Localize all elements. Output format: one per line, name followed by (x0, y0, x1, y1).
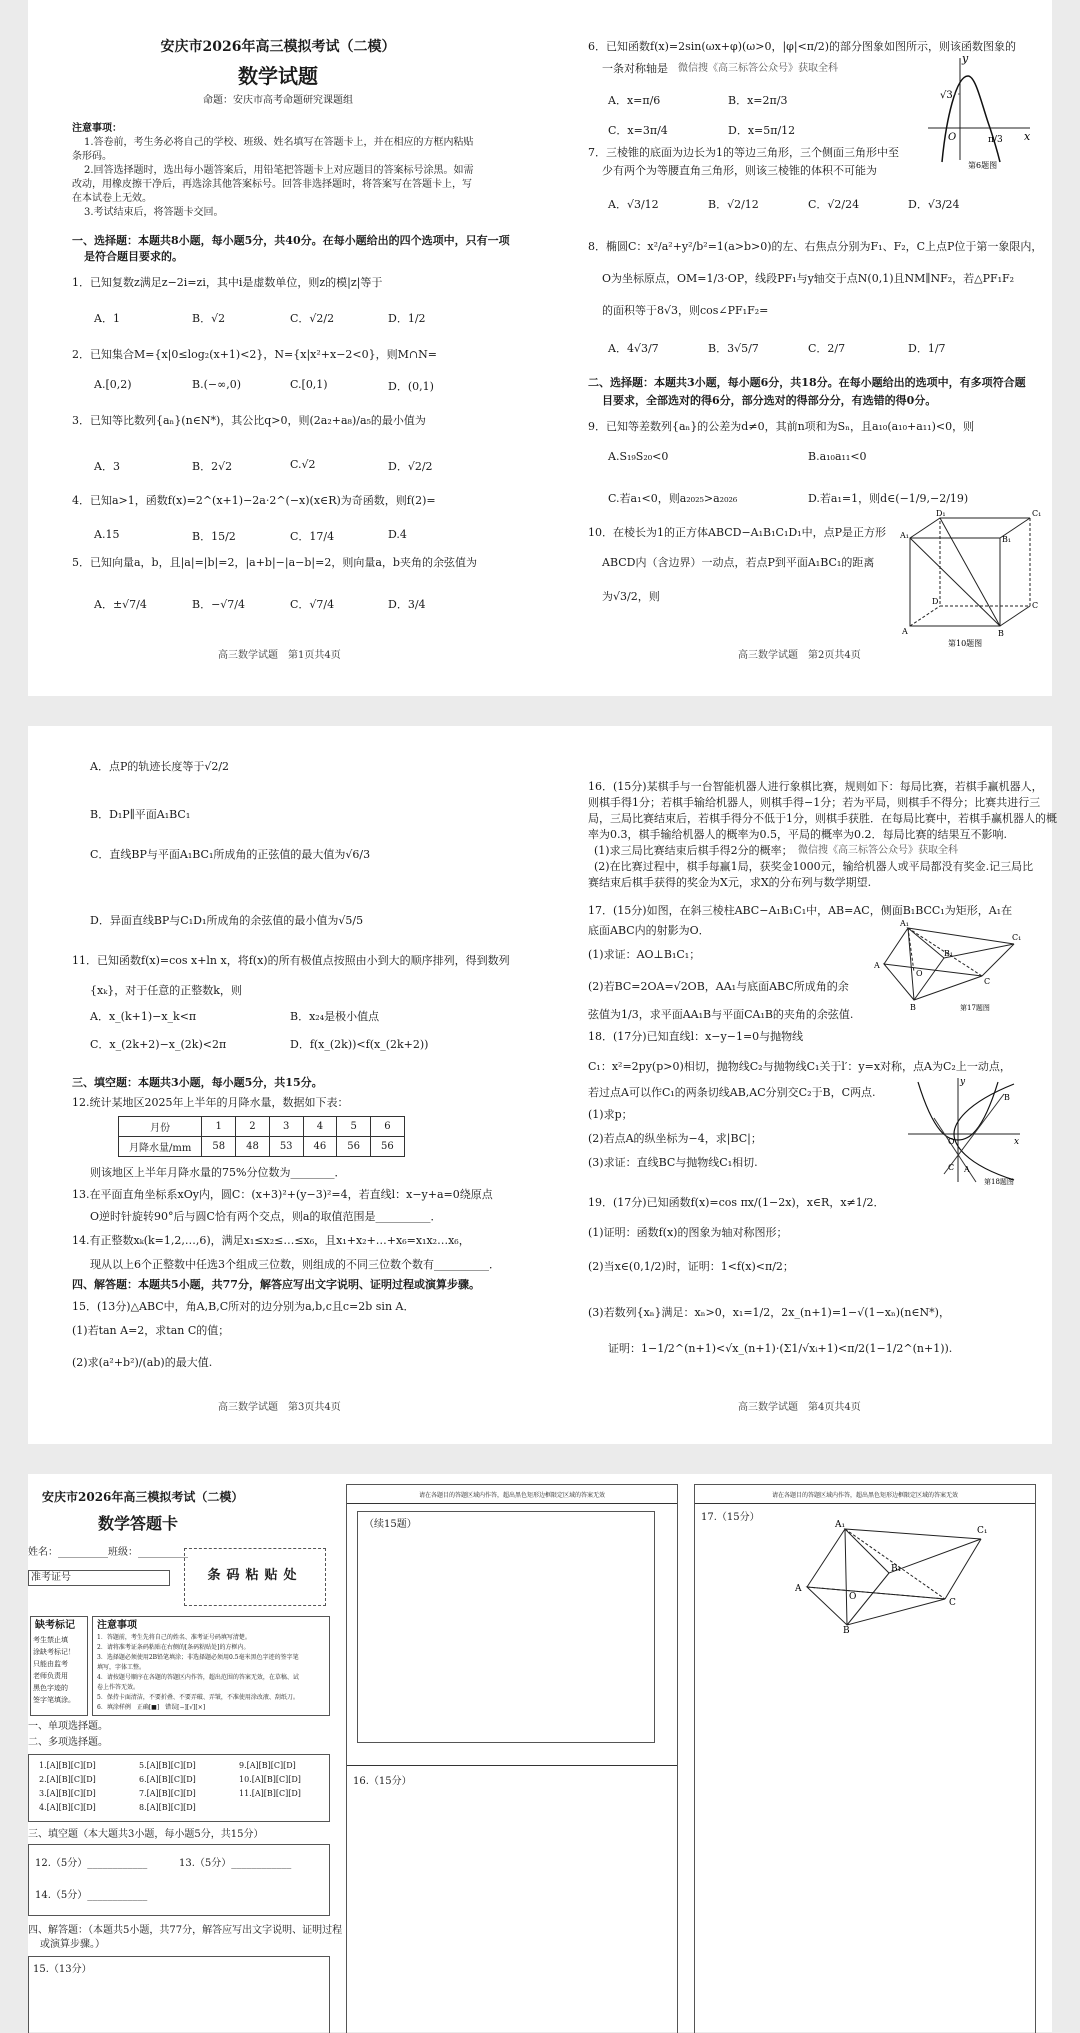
question-16: 赛结束后棋手获得的奖金为X元，求X的分布列与数学期望. (588, 876, 872, 889)
option: C．2/7 (808, 342, 846, 355)
card-exam-title: 安庆市2026年高三模拟考试（二模） (42, 1490, 244, 1504)
option: B．D₁P∥平面A₁BC₁ (90, 808, 191, 821)
single-choice-heading: 一、单项选择题。 (28, 1721, 108, 1732)
table-row (119, 1117, 405, 1137)
choice-row[interactable]: 11.[A][B][C][D] (239, 1789, 301, 1798)
section-heading: 四、解答题：本题共5小题，共77分，解答应写出文字说明、证明过程或演算步骤。 (72, 1278, 480, 1291)
question-13: 13.在平面直角坐标系xOy内，圆C：(x+3)²+(y−3)²=4，若直线l：x−y+a=0绕原点 (72, 1188, 493, 1201)
notice-line: 改动，用橡皮擦干净后，再选涂其他答案标号。回答非选择题时，将答案写在答题卡上，写 (72, 179, 472, 190)
option: D．f(x_(2k))<f(x_(2k+2)) (290, 1038, 429, 1051)
question-19: 19．(17分)已知函数f(x)=cos πx/(1−2x)，x∈R，x≠1/2． (588, 1196, 885, 1209)
axis-label: √3 (940, 90, 953, 101)
card-notes-box (92, 1616, 330, 1716)
question-18: 18．(17分)已知直线l：x−y−1=0与抛物线 (588, 1030, 804, 1043)
option: D．√3/24 (908, 198, 960, 211)
axis-label: O (948, 132, 957, 143)
rainfall-table (118, 1116, 405, 1157)
fill-blank-area (28, 1844, 330, 1916)
section-heading: 一、选择题：本题共8小题，每小题5分，共40分。在每小题给出的四个选项中，只有一项 (72, 234, 510, 247)
divider (347, 1765, 677, 1766)
absence-mark-box (30, 1616, 88, 1716)
card-figure-17-prism (795, 1513, 995, 1633)
question-11: {xₖ}，对于任意的正整数k，则 (90, 984, 242, 997)
notice-line: 1.答卷前，考生务必将自己的学校、班级、姓名填写在答题卡上，并在相应的方框内粘贴 (84, 137, 474, 148)
vertex-label: A (874, 961, 880, 970)
question-14: 现从以上6个正整数中任选3个组成三位数，则组成的不同三位数个数有__________． (90, 1258, 500, 1271)
vertex-label: C₁ (1012, 933, 1022, 942)
card-note-line: 填写，字体工整。 (97, 1664, 146, 1671)
option: B．x=2π/3 (728, 94, 788, 107)
question-9: 9．已知等差数列{aₙ}的公差为d≠0，其前n项和为Sₙ，且a₁₀(a₁₀+a₁₁)<0，则 (588, 420, 975, 433)
choice-row[interactable]: 10.[A][B][C][D] (239, 1775, 301, 1784)
divider (347, 1503, 677, 1504)
option: A．3 (94, 460, 120, 473)
option: B．x₂₄是极小值点 (290, 1010, 380, 1023)
question-6: 一条对称轴是 (602, 62, 668, 75)
vertex-label: B₁ (1002, 535, 1012, 544)
question-18: 若过点A可以作C₁的两条切线AB,AC分别交C₂于B，C两点. (588, 1086, 876, 1099)
vertex-label: A (795, 1584, 802, 1594)
absence-mark-line: 只能由监考 (33, 1660, 68, 1668)
question-15: 15．(13分)△ABC中，角A,B,C所对的边分别为a,b,c且c=2b sin A． (72, 1300, 415, 1313)
option: B．−√7/4 (192, 598, 246, 611)
option: C．17/4 (290, 530, 335, 543)
section-heading: 目要求，全部选对的得6分，部分选对的得部分分，有选错的得0分。 (602, 394, 937, 407)
subject-title: 数学试题 (238, 64, 318, 88)
option: A.S₁₉S₂₀<0 (608, 450, 669, 463)
option: B．√2 (192, 312, 226, 325)
answer-label-15-cont: （续15题） (364, 1519, 417, 1530)
answer-area-15-continued[interactable] (357, 1511, 655, 1743)
option: C．√2/24 (808, 198, 860, 211)
answer-label-16: 16.（15分） (353, 1776, 412, 1787)
option: A．x_(k+1)−x_k<π (90, 1010, 197, 1023)
vertex-label: B (910, 1003, 916, 1012)
table-cell: 5 (337, 1117, 371, 1137)
question-16: 率为0.3，棋手输给机器人的概率为0.5，平局的概率为0.2．每局比赛的结果互不影响. (588, 828, 1007, 841)
option: C．√7/4 (290, 598, 335, 611)
question-15: (1)若tan A=2，求tan C的值； (72, 1324, 230, 1337)
exam-title: 安庆市2026年高三模拟考试（二模） (160, 39, 396, 55)
choice-row[interactable]: 1.[A][B][C][D] (39, 1761, 96, 1770)
option: C．√2/2 (290, 312, 335, 325)
notice-line: 在本试卷上无效。 (72, 193, 152, 204)
multi-choice-heading: 二、多项选择题。 (28, 1737, 108, 1748)
card-note-line: 卷上作答无效。 (97, 1684, 140, 1691)
figure-18-parabolas (904, 1074, 1024, 1186)
option: A.[0,2) (94, 378, 132, 391)
option: B．√2/12 (708, 198, 759, 211)
question-13: O逆时针旋转90°后与圆C恰有两个交点，则a的取值范围是__________． (90, 1210, 442, 1223)
question-8: 的面积等于8√3，则cos∠PF₁F₂= (602, 304, 769, 317)
question-17: 底面ABC内的射影为O． (588, 924, 710, 937)
figure-caption: 第18题图 (984, 1178, 1014, 1186)
question-10: 为√3/2，则 (602, 590, 660, 603)
vertex-label: O (849, 1592, 857, 1602)
choice-row[interactable]: 6.[A][B][C][D] (139, 1775, 196, 1784)
absence-mark-line: 签字笔填涂。 (33, 1696, 75, 1704)
option: A.15 (94, 528, 120, 541)
vertex-label: C (984, 977, 991, 986)
table-cell: 58 (202, 1137, 236, 1157)
absence-mark-heading: 缺考标记 (35, 1620, 75, 1631)
option: A．4√3/7 (608, 342, 659, 355)
table-cell: 4 (303, 1117, 337, 1137)
page-footer: 高三数学试题 第2页共4页 (738, 650, 861, 661)
option: D．1/7 (908, 342, 946, 355)
id-label: 准考证号 (31, 1572, 71, 1583)
vertex-label: C₁ (1032, 509, 1042, 518)
table-cell: 56 (371, 1137, 405, 1157)
option: B.(−∞,0) (192, 378, 242, 391)
question-19: (3)若数列{xₙ}满足：xₙ>0，x₁=1/2，2x_(n+1)=1−√(1−xₙ)(n∈N*)， (588, 1306, 950, 1319)
card-note-line: 1．答题前，考生先将自己的姓名、准考证号码填写清楚。 (97, 1634, 251, 1641)
vertex-label: C (1032, 601, 1039, 610)
question-15: (2)求(a²+b²)/(ab)的最大值. (72, 1356, 213, 1369)
column-header: 请在各题目的答题区域内作答，超出黑色矩形边框限定区域的答案无效 (418, 1492, 605, 1499)
answer-card-sheet (28, 1474, 1052, 2032)
answer-area-15[interactable] (28, 1956, 330, 2033)
axis-label: O (948, 1137, 955, 1146)
column-header: 请在各题目的答题区域内作答，超出黑色矩形边框限定区域的答案无效 (771, 1492, 958, 1499)
question-10: 10．在棱长为1的正方体ABCD−A₁B₁C₁D₁中，点P是正方形 (588, 526, 886, 539)
card-title: 数学答题卡 (98, 1514, 179, 1533)
table-cell: 月降水量/mm (119, 1137, 202, 1157)
section-heading: 二、选择题：本题共3小题，每小题6分，共18分。在每小题给出的选项中，有多项符合题 (588, 376, 1026, 389)
question-19: (1)证明：函数f(x)的图象为轴对称图形； (588, 1226, 788, 1239)
option: C．x=3π/4 (608, 124, 668, 137)
notice-line: 3.考试结束后，将答题卡交回。 (84, 207, 224, 218)
fill-blank-heading: 三、填空题（本大题共3小题，每小题5分，共15分） (28, 1829, 264, 1840)
option: A．点P的轨迹长度等于√2/2 (90, 760, 230, 773)
page-footer: 高三数学试题 第1页共4页 (218, 650, 341, 661)
option: D．3/4 (388, 598, 426, 611)
vertex-label: A (902, 627, 908, 636)
table-row (119, 1137, 405, 1157)
question-18: (3)求证：直线BC与抛物线C₁相切. (588, 1156, 758, 1169)
answer-label-15: 15.（13分） (33, 1964, 92, 1975)
axis-label: x (1014, 1137, 1020, 1147)
question-19: (2)当x∈(0,1/2)时，证明：1<f(x)<π/2； (588, 1260, 794, 1273)
vertex-label: C (949, 1598, 956, 1608)
absence-mark-line: 涂缺考标记！ (33, 1648, 75, 1656)
choice-row[interactable]: 4.[A][B][C][D] (39, 1803, 96, 1812)
answer-column-2 (346, 1484, 678, 2033)
table-cell: 6 (371, 1117, 405, 1137)
figure-caption: 第10题图 (948, 639, 983, 648)
axis-label: x (1024, 130, 1031, 143)
question-8: O为坐标原点，OM=1/3·OP，线段PF₁与y轴交于点N(0,1)且NM∥NF₂，若△PF₁F₂ (602, 272, 1015, 285)
section-heading: 三、填空题：本题共3小题，每小题5分，共15分。 (72, 1076, 323, 1089)
answer-label-17: 17.（15分） (701, 1512, 760, 1523)
question-11: 11．已知函数f(x)=cos x+ln x，将f(x)的所有极值点按照由小到大的顺序排列，得到数列 (72, 954, 510, 967)
option: C．直线BP与平面A₁BC₁所成角的正弦值的最大值为√6/3 (90, 848, 371, 861)
notice-line: 条形码。 (72, 151, 112, 162)
option: D．异面直线BP与C₁D₁所成角的余弦值的最小值为√5/5 (90, 914, 364, 927)
option: C.[0,1) (290, 378, 328, 391)
option: D．(0,1) (388, 380, 434, 393)
option: A．±√7/4 (94, 598, 147, 611)
divider (695, 1503, 1035, 1504)
notice-line: 2.回答选择题时，选出每小题答案后，用铅笔把答题卡上对应题目的答案标号涂黑。如需 (84, 165, 474, 176)
option: D．√2/2 (388, 460, 433, 473)
option: A．x=π/6 (608, 94, 661, 107)
question-18: (1)求p； (588, 1108, 633, 1121)
axis-label: y (960, 1077, 966, 1087)
option: B．2√2 (192, 460, 233, 473)
question-5: 5．已知向量a，b，且|a|=|b|=2，|a+b|−|a−b|=2，则向量a，b夹角的余弦值为 (72, 556, 477, 569)
question-17: 弦值为1/3，求平面AA₁B与平面CA₁B的夹角的余弦值. (588, 1008, 854, 1021)
vertex-label: B₁ (944, 949, 954, 958)
question-12: 则该地区上半年月降水量的75%分位数为________． (90, 1166, 346, 1179)
choice-row[interactable]: 3.[A][B][C][D] (39, 1789, 96, 1798)
watermark-note: 微信搜《高三标答公众号》获取全科 (798, 845, 958, 856)
option: D．x=5π/12 (728, 124, 796, 137)
question-1: 1．已知复数z满足z−2i=zi，其中i是虚数单位，则z的模|z|等于 (72, 276, 383, 289)
option: B．3√5/7 (708, 342, 759, 355)
figure-6-sine-graph (918, 50, 1038, 170)
figure-10-cube (900, 508, 1050, 648)
question-7: 少有两个为等腰直角三角形，则该三棱锥的体积不可能为 (602, 164, 877, 177)
option: C．x_(2k+2)−x_(2k)<2π (90, 1038, 227, 1051)
choice-row[interactable]: 2.[A][B][C][D] (39, 1775, 96, 1784)
question-16: 16．(15分)某棋手与一台智能机器人进行象棋比赛，规则如下：每局比赛，若棋手赢机器人， (588, 780, 1043, 793)
question-6: 6．已知函数f(x)=2sin(ωx+φ)(ω>0，|φ|<π/2)的部分图象如图所示，则该函数图象的 (588, 40, 1017, 53)
table-cell: 2 (236, 1117, 270, 1137)
option: A．1 (94, 312, 120, 325)
choice-row[interactable]: 9.[A][B][C][D] (239, 1761, 296, 1770)
question-14: 14.有正整数xₖ(k=1,2,…,6)，满足x₁≤x₂≤…≤x₆，且x₁+x₂+…+x₆=x₁x₂…x₆， (72, 1234, 470, 1247)
option: D.若a₁=1，则d∈(−1/9,−2/19) (808, 492, 969, 505)
question-16: (1)求三局比赛结束后棋手得2分的概率； (594, 844, 793, 857)
table-cell: 月份 (119, 1117, 202, 1137)
barcode-label: 条码粘贴处 (207, 1568, 303, 1583)
question-16: 局，三局比赛结束后，若棋手得分不低于1分，则棋手获胜．在每局比赛中，若棋手赢机器人的概 (588, 812, 1057, 825)
absence-mark-line: 黑色字迹的 (33, 1684, 68, 1692)
card-note-line: 2．请将准考证条码粘贴在右侧的[条码粘贴处]的方框内。 (97, 1644, 250, 1651)
question-3: 3．已知等比数列{aₙ}(n∈N*)，其公比q>0，则(2a₂+a₈)/a₅的最小值为 (72, 414, 426, 427)
vertex-label: A₁ (900, 531, 909, 540)
fill-blank-12[interactable]: 12.（5分）____________ (35, 1858, 148, 1869)
option: D.4 (388, 528, 407, 541)
axis-label: y (962, 52, 969, 65)
vertex-label: B (998, 629, 1004, 638)
question-4: 4．已知a>1，函数f(x)=2^(x+1)−2a·2^(−x)(x∈R)为奇函数，则f(2)= (72, 494, 436, 507)
vertex-label: A₁ (900, 919, 909, 928)
question-17: 17．(15分)如图，在斜三棱柱ABC−A₁B₁C₁中，AB=AC，侧面B₁BCC₁为矩形，A₁在 (588, 904, 1013, 917)
question-2: 2．已知集合M={x|0≤log₂(x+1)<2}，N={x|x²+x−2<0}，则M∩N= (72, 348, 437, 361)
figure-caption: 第6题图 (968, 161, 998, 170)
vertex-label: B (1004, 1093, 1010, 1102)
figure-17-prism (874, 914, 1024, 1014)
vertex-label: B₁ (891, 1564, 902, 1574)
table-cell: 1 (202, 1117, 236, 1137)
name-class-line: 姓名：__________班级：__________ (28, 1547, 188, 1558)
vertex-label: D (932, 597, 939, 606)
card-note-line: 6．填涂样例 正确[■] 错误[−][√][×] (97, 1704, 206, 1711)
option: C.√2 (290, 458, 316, 471)
table-cell: 56 (337, 1137, 371, 1157)
option: A．√3/12 (608, 198, 659, 211)
card-note-line: 5．保持卡面清洁，不要折叠、不要弄破、弄皱，不准使用涂改液、刮纸刀。 (97, 1694, 299, 1701)
figure-caption: 第17题图 (960, 1004, 990, 1012)
table-cell: 48 (236, 1137, 270, 1157)
vertex-label: C₁ (977, 1526, 988, 1536)
fill-blank-13[interactable]: 13.（5分）____________ (179, 1858, 292, 1869)
page-footer: 高三数学试题 第3页共4页 (218, 1402, 341, 1413)
question-18: (2)若点A的纵坐标为−4，求|BC|； (588, 1132, 762, 1145)
vertex-label: C (948, 1163, 955, 1172)
vertex-label: A (964, 1165, 970, 1174)
choice-row[interactable]: 5.[A][B][C][D] (139, 1761, 196, 1770)
solve-heading: 或演算步骤。） (40, 1939, 105, 1950)
exam-sheet-pages-3-4 (28, 726, 1057, 1444)
option: B.a₁₀a₁₁<0 (808, 450, 867, 463)
table-cell: 3 (269, 1117, 303, 1137)
question-8: 8．椭圆C：x²/a²+y²/b²=1(a>b>0)的左、右焦点分别为F₁、F₂，C上点P位于第一象限内， (588, 240, 1043, 253)
exam-sheet-pages-1-2 (28, 0, 1052, 696)
vertex-label: B (843, 1626, 850, 1633)
question-12: 12.统计某地区2025年上半年的月降水量，数据如下表： (72, 1096, 349, 1109)
setter-line: 命题：安庆市高考命题研究课题组 (203, 95, 353, 106)
card-note-line: 4．请按题号顺序在各题的答题区内作答，超出范围的答案无效，在草稿、试 (97, 1674, 299, 1681)
notice-heading: 注意事项： (72, 123, 122, 134)
fill-blank-14[interactable]: 14.（5分）____________ (35, 1890, 148, 1901)
answer-column-3 (694, 1484, 1036, 2033)
choice-row[interactable]: 7.[A][B][C][D] (139, 1789, 196, 1798)
question-16: (2)在比赛过程中，棋手每赢1局，获奖金1000元，输给机器人或平局都没有奖金.记三局比 (594, 860, 1034, 873)
choice-row[interactable]: 8.[A][B][C][D] (139, 1803, 196, 1812)
axis-label: π/3 (988, 135, 1003, 145)
card-note-line: 3．选择题必须使用2B铅笔填涂；非选择题必须用0.5毫米黑色字迹的签字笔 (97, 1654, 299, 1661)
watermark-note: 微信搜《高三标答公众号》获取全科 (678, 63, 838, 74)
table-cell: 53 (269, 1137, 303, 1157)
question-18: C₁：x²=2py(p>0)相切，抛物线C₂与抛物线C₁关于l′：y=x对称，点A为C₂上一动点， (588, 1060, 1011, 1073)
choice-grid (28, 1754, 330, 1822)
question-10: ABCD内（含边界）一动点，若点P到平面A₁BC₁的距离 (602, 556, 875, 569)
option: C.若a₁<0，则a₂₀₂₅>a₂₀₂₆ (608, 492, 738, 505)
question-7: 7．三棱锥的底面为边长为1的等边三角形，三个侧面三角形中至 (588, 146, 899, 159)
vertex-label: A₁ (835, 1520, 846, 1530)
barcode-area (184, 1548, 326, 1606)
absence-mark-line: 考生禁止填 (33, 1636, 68, 1644)
vertex-label: D₁ (936, 509, 946, 518)
solve-heading: 四、解答题：（本题共5小题，共77分，解答应写出文字说明、证明过程 (28, 1925, 343, 1936)
option: B．15/2 (192, 530, 236, 543)
vertex-label: O (916, 969, 923, 978)
question-16: 则棋手得1分；若棋手输给机器人，则棋手得−1分；若为平局，则棋手不得分；比赛共进行三 (588, 796, 1041, 809)
section-heading: 是符合题目要求的。 (84, 250, 183, 263)
page-footer: 高三数学试题 第4页共4页 (738, 1402, 861, 1413)
card-notes-heading: 注意事项 (97, 1620, 137, 1631)
question-17: (2)若BC=2OA=√2OB，AA₁与底面ABC所成角的余 (588, 980, 849, 993)
absence-mark-line: 老师负责用 (33, 1672, 68, 1680)
option: D．1/2 (388, 312, 426, 325)
question-17: (1)求证：AO⊥B₁C₁； (588, 948, 701, 961)
id-number-box (28, 1570, 170, 1586)
question-19: 证明：1−1/2^(n+1)<√x_(n+1)·(Σ1/√xᵢ+1)<π/2(1−1/2^(n+1)). (608, 1342, 953, 1355)
table-cell: 46 (303, 1137, 337, 1157)
